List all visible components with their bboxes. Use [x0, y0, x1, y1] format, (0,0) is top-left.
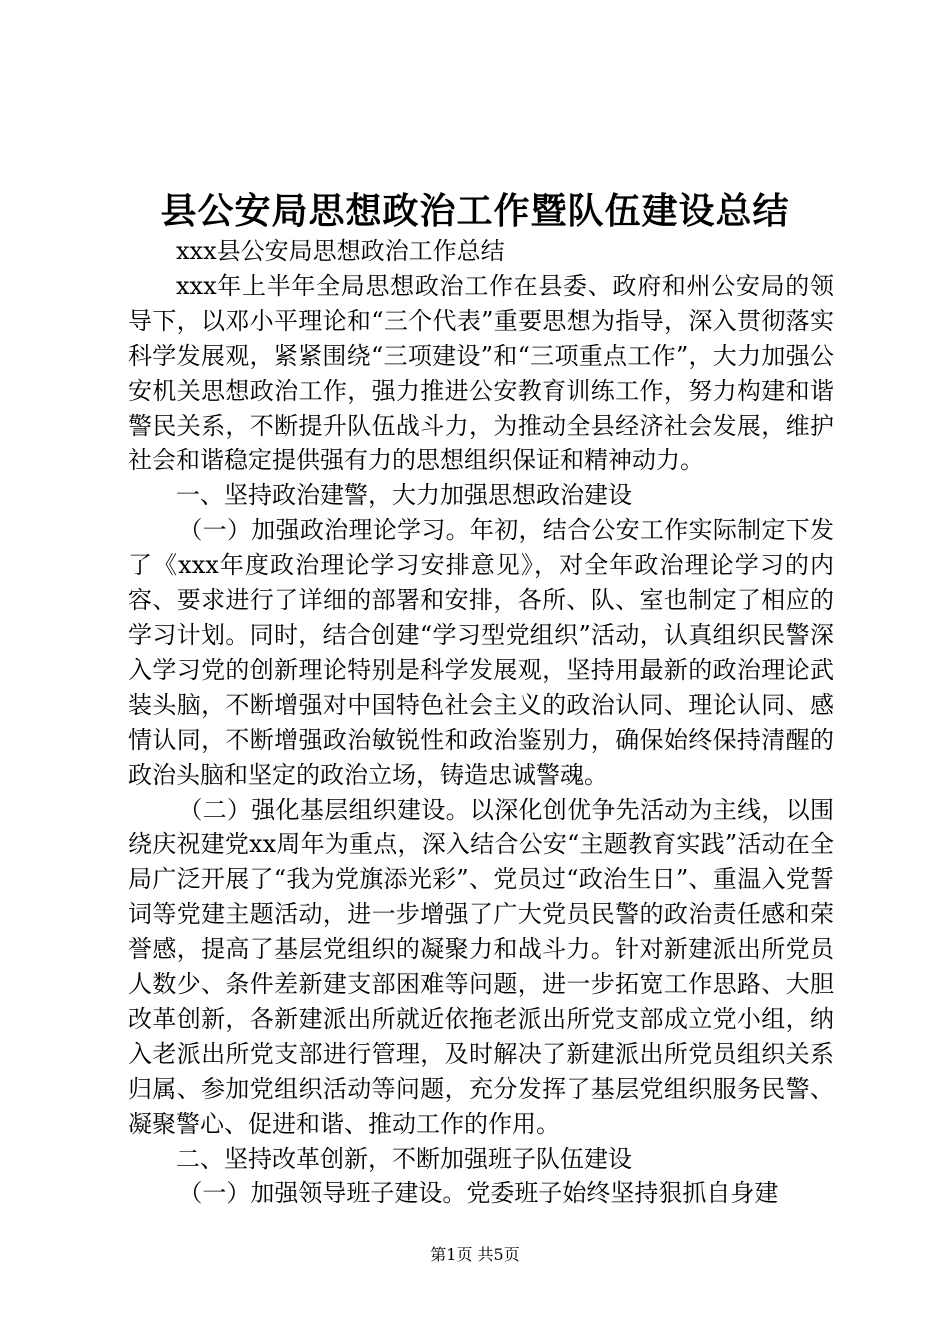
subsection-paragraph-1-2: （二）强化基层组织建设。以深化创优争先活动为主线，以围绕庆祝建党xx周年为重点，深入结合公安“主题教育实践”活动在全局广泛开展了“我为党旗添光彩”、党员过“政治生日”、重温入党誓词等党建主题活动，进一步增强了广大党员民警的政治责任感和荣誉感，提高了基层党组织的凝聚力和战斗力。针对新建派出所党员人数少、条件差新建支部困难等问题，进一步拓宽工作思路、大胆改革创新，各新建派出所就近依拖老派出所党支部成立党小组，纳入老派出所党支部进行管理，及时解决了新建派出所党员组织关系归属、参加党组织活动等问题，充分发挥了基层党组织服务民警、凝聚警心、促进和谐、推动工作的作用。 — [128, 795, 834, 1138]
subtitle-paragraph: xxx县公安局思想政治工作总结 — [176, 237, 505, 265]
document-title: 县公安局思想政治工作暨队伍建设总结 — [160, 190, 790, 232]
subsection-paragraph-2-1: （一）加强领导班子建设。党委班子始终坚持狠抓自身建 — [178, 1179, 779, 1208]
section-heading-1: 一、坚持政治建警，大力加强思想政治建设 — [176, 481, 632, 510]
document-body — [128, 234, 834, 1211]
subsection-paragraph-1-1: （一）加强政治理论学习。年初，结合公安工作实际制定下发了《xxx年度政治理论学习安排意见》，对全年政治理论学习的内容、要求进行了详细的部署和安排，各所、队、室也制定了相应的学习计划。同时，结合创建“学习型党组织”活动，认真组织民警深入学习党的创新理论特别是科学发展观，坚持用最新的政治理论武装头脑，不断增强对中国特色社会主义的政治认同、理论认同、感情认同，不断增强政治敏锐性和政治鉴别力，确保始终保持清醒的政治头脑和坚定的政治立场，铸造忠诚警魂。 — [128, 516, 834, 789]
page-footer: 第1页 共5页 — [430, 1245, 520, 1264]
section-heading-2: 二、坚持改革创新，不断加强班子队伍建设 — [176, 1144, 632, 1173]
intro-paragraph: xxx年上半年全局思想政治工作在县委、政府和州公安局的领导下，以邓小平理论和“三个代表”重要思想为指导，深入贯彻落实科学发展观，紧紧围绕“三项建设”和“三项重点工作”，大力加强公安机关思想政治工作，强力推进公安教育训练工作，努力构建和谐警民关系，不断提升队伍战斗力，为推动全县经济社会发展，维护社会和谐稳定提供强有力的思想组织保证和精神动力。 — [128, 271, 834, 475]
